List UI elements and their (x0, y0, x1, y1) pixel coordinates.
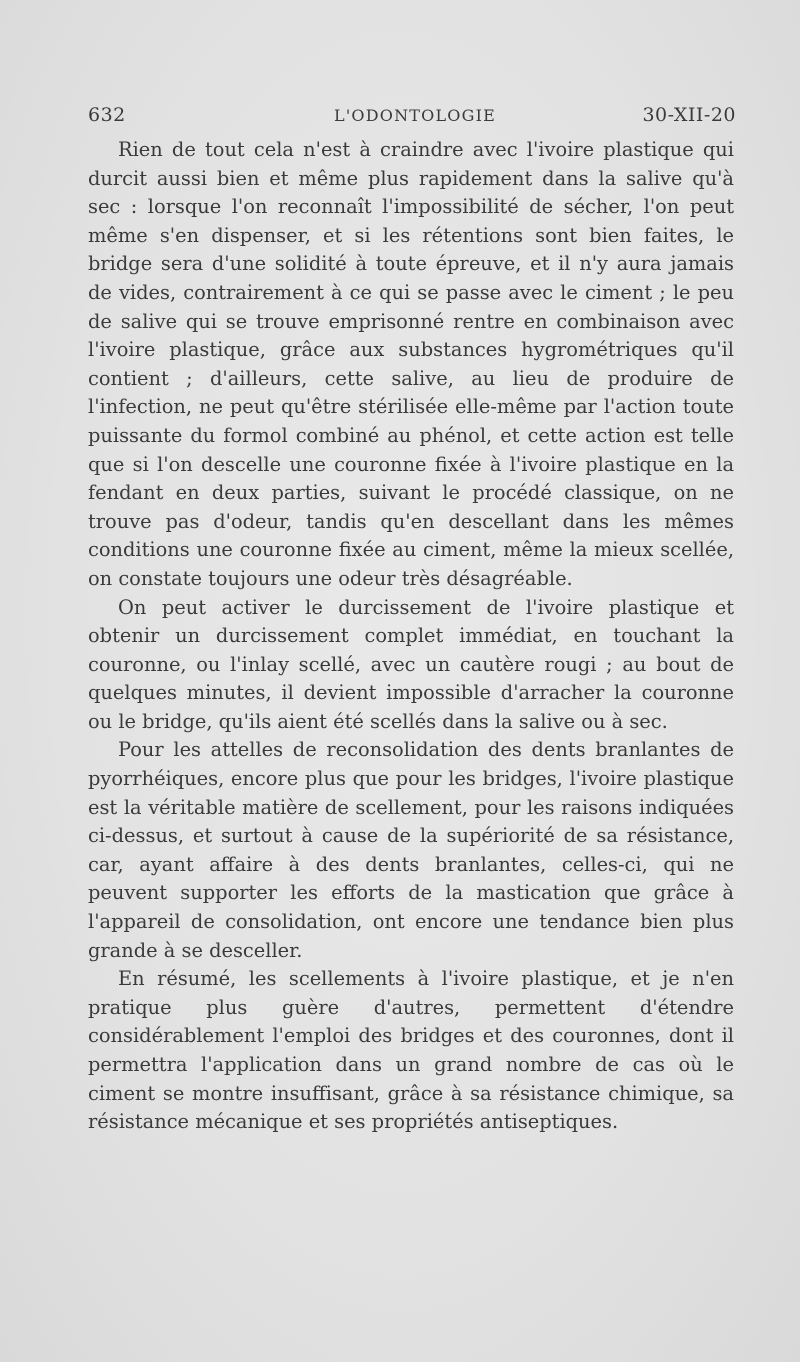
body-text (88, 136, 734, 1137)
paragraph: On peut activer le durcissement de l'ivoire plastique et obtenir un durcissement complet immédiat, en touchant la couronne, ou l'inlay scellé, avec un cautère rougi ; au bout de quelques minutes, il devient impossible d'arracher la couronne ou le bridge, qu'ils aient été scellés dans la salive ou à sec. (88, 595, 734, 733)
paragraph: En résumé, les scellements à l'ivoire plastique, et je n'en pratique plus guère d'autres, permettent d'étendre considérablement l'emploi des bridges et des couronnes, dont il permettra l'application dans un grand nombre de cas où le ciment se montre insuffisant, grâce à sa résistance chimique, sa résistance mécanique et ses propriétés antiseptiques. (88, 967, 734, 1134)
running-header (88, 104, 736, 130)
paragraph: Rien de tout cela n'est à craindre avec l'ivoire plastique qui durcit aussi bien et même plus rapidement dans la salive qu'à sec : lorsque l'on reconnaît l'impossibilité de sécher, l'on peut même s'en dispenser, et si les rétentions sont bien faites, le bridge sera d'une solidité à toute épreuve, et il n'y aura jamais de vides, contrairement à ce qui se passe avec le ciment ; le peu de salive qui se trouve emprisonné rentre en combinaison avec l'ivoire plastique, grâce aux substances hygrométriques qu'il contient ; d'ailleurs, cette salive, au lieu de produire de l'infection, ne peut qu'être stérilisée elle-même par l'action toute puissante du formol combiné au phénol, et cette action est telle que si l'on descelle une couronne fixée à l'ivoire plastique en la fendant en deux parties, suivant le procédé classique, on ne trouve pas d'odeur, tandis qu'en descellant dans les mêmes conditions une couronne fixée au ciment, même la mieux scellée, on constate toujours une odeur très désagréable. (88, 138, 734, 590)
paragraph: Pour les attelles de reconsolidation des dents branlantes de pyorrhéiques, encore plus que pour les bridges, l'ivoire plastique est la véritable matière de scellement, pour les raisons indiquées ci-dessus, et surtout à cause de la supériorité de sa résistance, car, ayant affaire à des dents branlantes, celles-ci, qui ne peuvent supporter les efforts de la mastication que grâce à l'appareil de consolidation, ont encore une tendance bien plus grande à se desceller. (88, 738, 734, 962)
journal-title: L'ODONTOLOGIE (334, 106, 496, 125)
page-number: 632 (88, 104, 126, 126)
issue-date: 30-XII-20 (642, 104, 736, 126)
